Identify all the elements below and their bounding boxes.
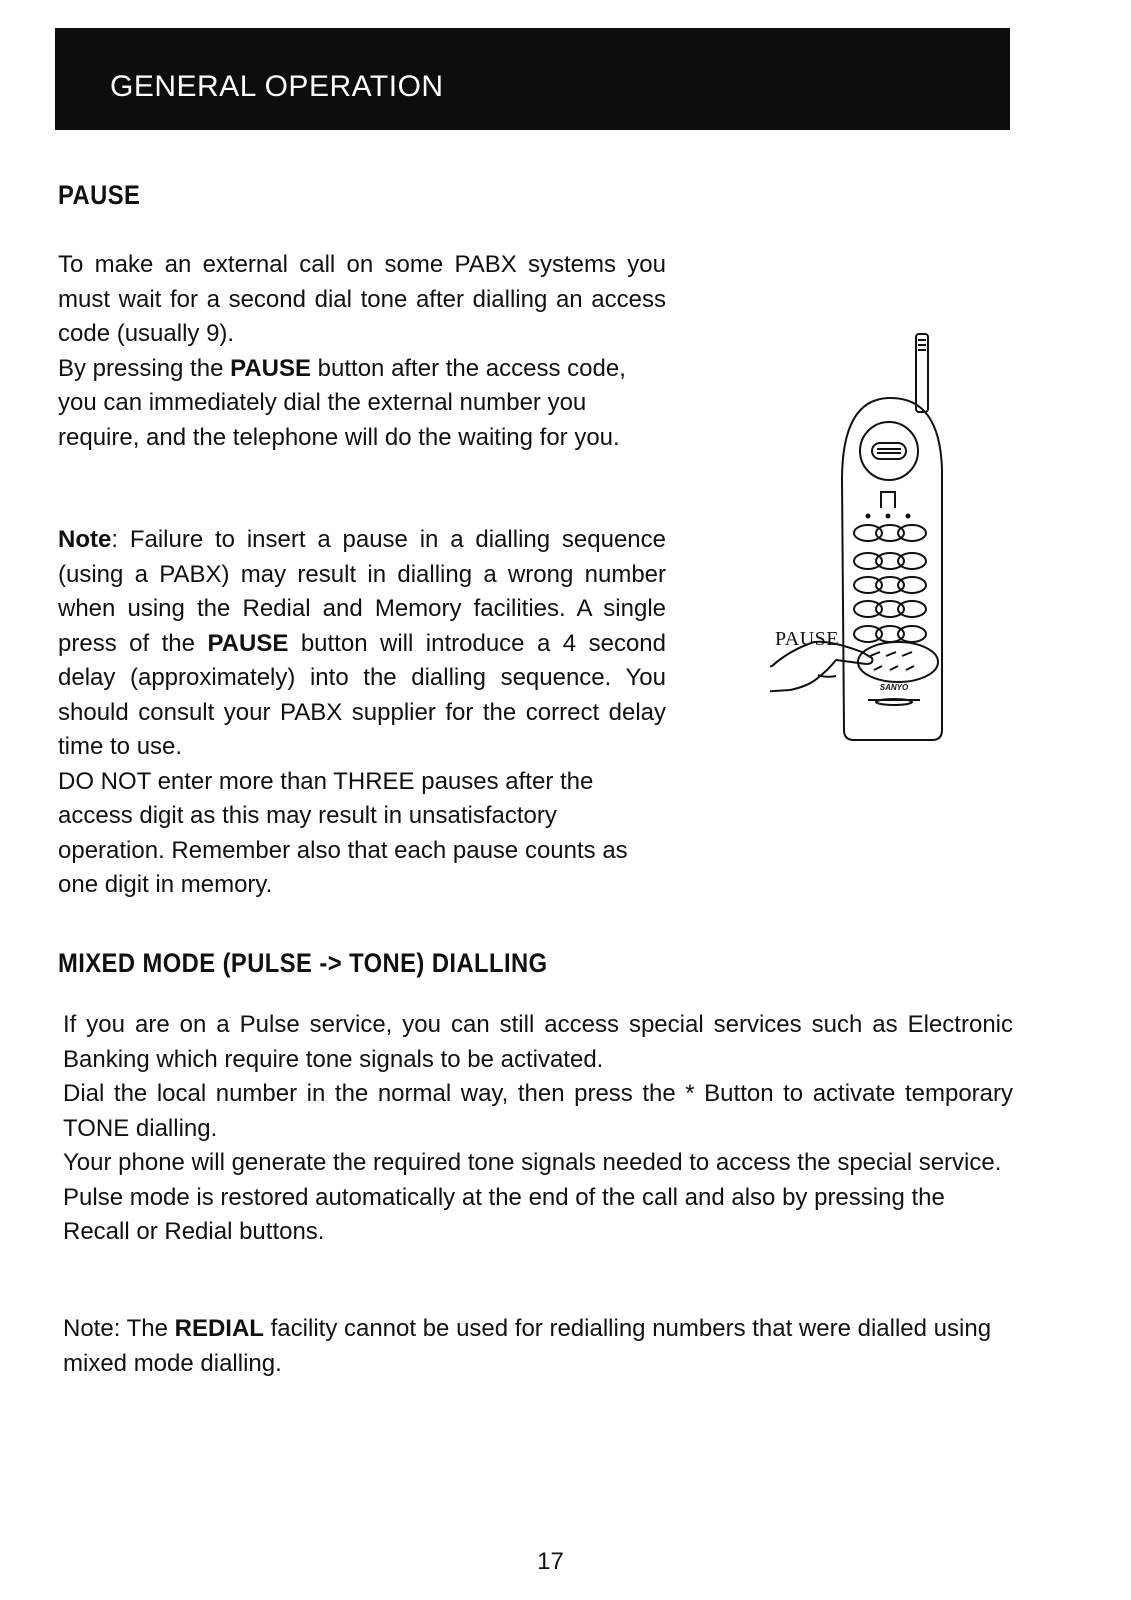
handset-illustration [770, 330, 970, 750]
figure-pause-label: PAUSE [775, 628, 840, 650]
mixed-mode-note [63, 1312, 1013, 1381]
section-banner [55, 28, 1010, 130]
note-label: Note [58, 526, 112, 553]
pause-heading: PAUSE [58, 180, 141, 210]
pause-warning-paragraph: DO NOT enter more than THREE pauses after the access digit as this may result in unsatisfactory operation. Remember also that each pause counts as one digit in memory. [58, 767, 628, 898]
keypad [854, 525, 926, 642]
page-number: 17 [537, 1548, 564, 1575]
pause-paragraph-1: To make an external call on some PABX systems you must wait for a second dial tone after dialling an access code (usually 9). [58, 251, 666, 347]
pause-note [58, 523, 666, 903]
mixed-mode-body [63, 1008, 1013, 1250]
mixed-paragraph-3: Your phone will generate the required tone signals needed to access the special service. [63, 1149, 1002, 1176]
pause-paragraph-2: By pressing the PAUSE button after the access code, you can immediately dial the external number you require, and the telephone will do the waiting for you. [58, 354, 626, 451]
section-title: GENERAL OPERATION [110, 70, 444, 103]
mixed-mode-heading: MIXED MODE (PULSE -> TONE) DIALLING [58, 948, 548, 978]
redial-bold: REDIAL [174, 1315, 264, 1342]
pause-bold: PAUSE [230, 354, 311, 382]
mixed-paragraph-2: Dial the local number in the normal way, then press the * Button to activate temporary TONE dialling. [63, 1080, 1013, 1142]
finger-pointer [770, 642, 872, 692]
mixed-note-paragraph: Note: The REDIAL facility cannot be used for redialling numbers that were dialled using mixed mode dialling. [63, 1315, 992, 1377]
mixed-paragraph-1: If you are on a Pulse service, you can still access special services such as Electronic Banking which require tone signals to be activated. [63, 1011, 1013, 1073]
pause-bold-2: PAUSE [207, 629, 289, 657]
pause-note-paragraph: Note: Failure to insert a pause in a dialling sequence (using a PABX) may result in dialling a wrong number when using the Redial and Memory facilities. A single press of the PAUSE button will introduce a 4 second delay (approximately) into the dialling sequence. You should consult your PABX supplier for the correct delay time to use. [58, 526, 666, 760]
brand-logo: SANYO [879, 683, 909, 692]
mixed-paragraph-4: Pulse mode is restored automatically at the end of the call and also by pressing the Recall or Redial buttons. [63, 1183, 945, 1245]
pause-intro [58, 248, 666, 455]
